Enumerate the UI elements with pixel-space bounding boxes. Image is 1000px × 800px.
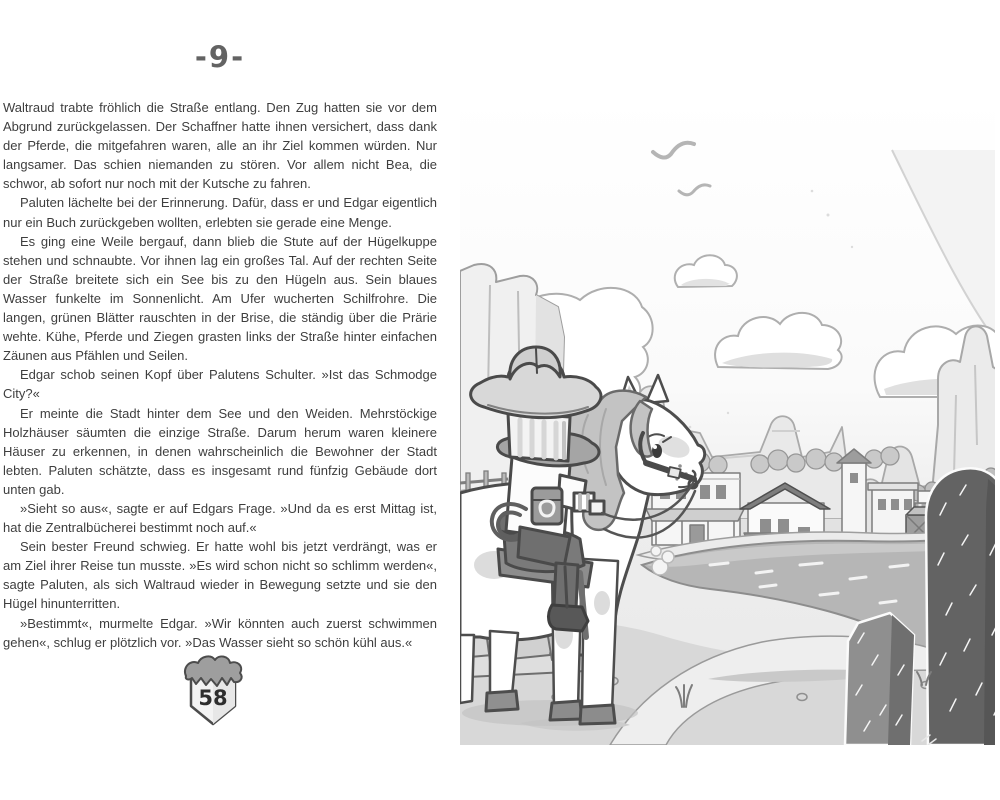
paragraph: Es ging eine Weile bergauf, dann blieb die Stute auf der Hügelkuppe stehen und schnaubte. Vor ihnen lag ein großes Tal. Auf der rechten Seite der Straße breitete sich ein See bis zu den Hügeln aus. Sein blaues Wasser funkelte im Sonnenlicht. Am Ufer wucherten Schilfrohre. Die langen, grünen Blätter rauschten in der Brise, die ständig über die Prärie wehte. Kühe, Pferde und Ziegen grasten links der Straße hinter einfachen Zäunen aus Pfählen und Seilen. bbox=[3, 233, 437, 364]
page-number: 58 bbox=[198, 686, 228, 710]
text-column bbox=[3, 40, 437, 652]
cactus-trunk bbox=[922, 468, 995, 745]
bridle-buckle bbox=[668, 467, 681, 478]
body-text bbox=[3, 98, 437, 652]
page-number-badge bbox=[181, 654, 245, 734]
paragraph: Edgar schob seinen Kopf über Palutens Schulter. »Ist das Schmodge City?« bbox=[3, 367, 437, 402]
chapter-heading: -9- bbox=[194, 40, 246, 74]
saddlebag bbox=[532, 488, 562, 524]
paragraph: Er meinte die Stadt hinter dem See und den Weiden. Mehrstöckige Holzhäuser säumten die einzige Straße. Darum herum waren kleinere Häuser zu erkennen, in denen wahrscheinlich die Bewohner der Stadt lebten. Paluten schätzte, dass es insgesamt rund fünfzig Gebäude dort unten gab. bbox=[3, 405, 437, 497]
grass-block-icon bbox=[185, 656, 242, 686]
paragraph: »Sieht so aus«, sagte er auf Edgars Frage. »Und da es erst Mittag ist, hat die Zentralbücherei bestimmt noch auf.« bbox=[3, 500, 437, 536]
rider-boot bbox=[549, 605, 588, 631]
paragraph: Paluten lächelte bei der Erinnerung. Dafür, dass er und Edgar eigentlich nur ein Buch zurückgeben wollten, erlebten sie gerade eine Menge. bbox=[3, 195, 437, 230]
paragraph: »Bestimmt«, murmelte Edgar. »Wir könnten auch zuerst schwimmen gehen«, schlug er plötzlich vor. »Das Wasser sieht so schön kühl aus.« bbox=[3, 615, 437, 650]
illustration bbox=[460, 95, 995, 745]
rider-head bbox=[508, 413, 570, 461]
page-badge-graphic bbox=[181, 654, 245, 734]
cactus-arm bbox=[845, 613, 914, 745]
paragraph: Sein bester Freund schwieg. Er hatte wohl bis jetzt verdrängt, was er am Ziel ihrer Reise tun musste. »Es wird schon nicht so schlimm werden«, sagte Paluten, als sich Waltraud wieder in Bewegung setzte und sie den Hügel hinunterritten. bbox=[3, 539, 437, 612]
paragraph: Waltraud trabte fröhlich die Straße entlang. Den Zug hatten sie vor dem Abgrund zurückgelassen. Der Schaffner hatte ihnen versichert, dass dank der Pferde, die mitgefahren waren, alle an ihr Ziel kommen würden. Nur langsamer. Das schien niemanden zu stören. Vor allem nicht Bea, die schwor, ab sofort nur noch mit der Kutsche zu fahren. bbox=[3, 100, 437, 192]
